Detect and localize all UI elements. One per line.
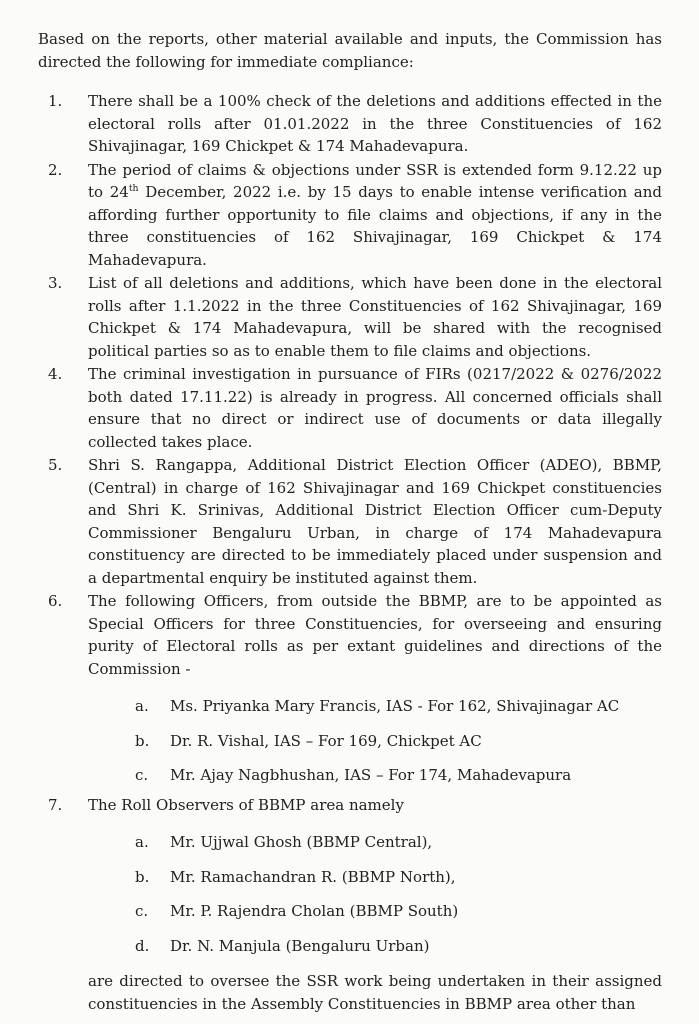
item-number: 5. bbox=[48, 456, 63, 474]
sub-item-c bbox=[135, 764, 662, 787]
roll-observers-sublist bbox=[135, 831, 662, 957]
item-number: 1. bbox=[48, 92, 63, 110]
item-body bbox=[88, 272, 662, 362]
list-item-1 bbox=[38, 90, 662, 158]
item-body bbox=[88, 159, 662, 272]
sub-item-letter: c. bbox=[135, 902, 149, 920]
ordinal-superscript: th bbox=[128, 183, 139, 194]
item-body bbox=[88, 590, 662, 793]
sub-item-c bbox=[135, 900, 662, 923]
sub-item-letter: b. bbox=[135, 867, 150, 886]
sub-item-text: Dr. R. Vishal, IAS – For 169, Chickpet AC bbox=[170, 731, 482, 750]
item-number: 7. bbox=[48, 795, 63, 814]
intro-paragraph: Based on the reports, other material available and inputs, the Commission has directed the following for immediate compliance: bbox=[38, 30, 662, 71]
sub-item-a bbox=[135, 831, 662, 854]
list-item-7 bbox=[38, 794, 662, 1016]
item-text: There shall be a 100% check of the deletions and additions effected in the electoral rolls after 01.01.2022 in the three Constituencies of 162 Shivajinagar, 169 Chickpet & 174 Mahadevapura. bbox=[88, 92, 662, 155]
list-item-6 bbox=[38, 590, 662, 793]
directives-list bbox=[38, 90, 662, 1015]
sub-item-text: Mr. Ajay Nagbhushan, IAS – For 174, Mahadevapura bbox=[170, 766, 572, 784]
closing-paragraph: are directed to oversee the SSR work being undertaken in their assigned constituencies in the Assembly Constituencies in BBMP area other than bbox=[88, 972, 662, 1013]
list-item-5 bbox=[38, 454, 662, 589]
item-number: 4. bbox=[48, 365, 63, 383]
item-text: Shri S. Rangappa, Additional District Election Officer (ADEO), BBMP, (Central) in charge of 162 Shivajinagar and 169 Chickpet constituencies and Shri K. Srinivas, Additional District Election Officer cum-Deputy Commissioner Bengaluru Urban, in charge of 174 Mahadevapura constituency are directed to be immediately placed under suspension and a departmental enquiry be instituted against them. bbox=[88, 456, 662, 587]
list-item-3 bbox=[38, 272, 662, 362]
sub-item-text: Dr. N. Manjula (Bengaluru Urban) bbox=[170, 936, 430, 955]
sub-item-letter: a. bbox=[135, 697, 149, 715]
sub-item-a bbox=[135, 695, 662, 718]
item-number: 6. bbox=[48, 592, 63, 610]
item-body bbox=[88, 90, 662, 158]
sub-item-text: Ms. Priyanka Mary Francis, IAS - For 162, Shivajinagar AC bbox=[170, 697, 620, 715]
item-body bbox=[88, 454, 662, 589]
sub-item-d bbox=[135, 935, 662, 958]
item-number: 2. bbox=[48, 160, 63, 179]
item-body bbox=[88, 363, 662, 453]
item-text: List of all deletions and additions, which have been done in the electoral rolls after 1.1.2022 in the three Constituencies of 162 Shivajinagar, 169 Chickpet & 174 Mahadevapura, will be shared with the recognised political parties so as to enable them to file claims and objections. bbox=[88, 274, 662, 360]
special-officers-sublist bbox=[135, 695, 662, 787]
item-text: The Roll Observers of BBMP area namely bbox=[88, 795, 404, 814]
list-item-4 bbox=[38, 363, 662, 453]
sub-item-b bbox=[135, 866, 662, 889]
sub-item-text: Mr. P. Rajendra Cholan (BBMP South) bbox=[170, 902, 459, 920]
item-body bbox=[88, 794, 662, 1016]
item-number: 3. bbox=[48, 274, 63, 292]
item-text bbox=[88, 159, 662, 272]
sub-item-letter: d. bbox=[135, 936, 150, 955]
sub-item-letter: a. bbox=[135, 833, 149, 851]
sub-item-text: Mr. Ramachandran R. (BBMP North), bbox=[170, 867, 456, 886]
sub-item-text: Mr. Ujjwal Ghosh (BBMP Central), bbox=[170, 833, 433, 851]
sub-item-letter: b. bbox=[135, 731, 150, 750]
sub-item-letter: c. bbox=[135, 766, 149, 784]
list-item-2 bbox=[38, 159, 662, 272]
item-text-segment: December, 2022 i.e. by 15 days to enable intense verification and affording further opportunity to file claims and objections, if any in the three constituencies of 162 Shivajinagar, 169 Chickpet & 174 Mahadevapura. bbox=[88, 183, 662, 269]
sub-item-b bbox=[135, 730, 662, 753]
item-text-segment: The period of claims & objections under SSR is extended form 9.12.22 up to 24 bbox=[88, 160, 662, 201]
item-text: The criminal investigation in pursuance of FIRs (0217/2022 & 0276/2022 both dated 17.11.22) is already in progress. All concerned officials shall ensure that no direct or indirect use of documents or data illegally collected takes place. bbox=[88, 365, 662, 451]
item-text: The following Officers, from outside the BBMP, are to be appointed as Special Officers for three Constituencies, for overseeing and ensuring purity of Electoral rolls as per extant guidelines and directions of the Commission - bbox=[88, 592, 662, 678]
